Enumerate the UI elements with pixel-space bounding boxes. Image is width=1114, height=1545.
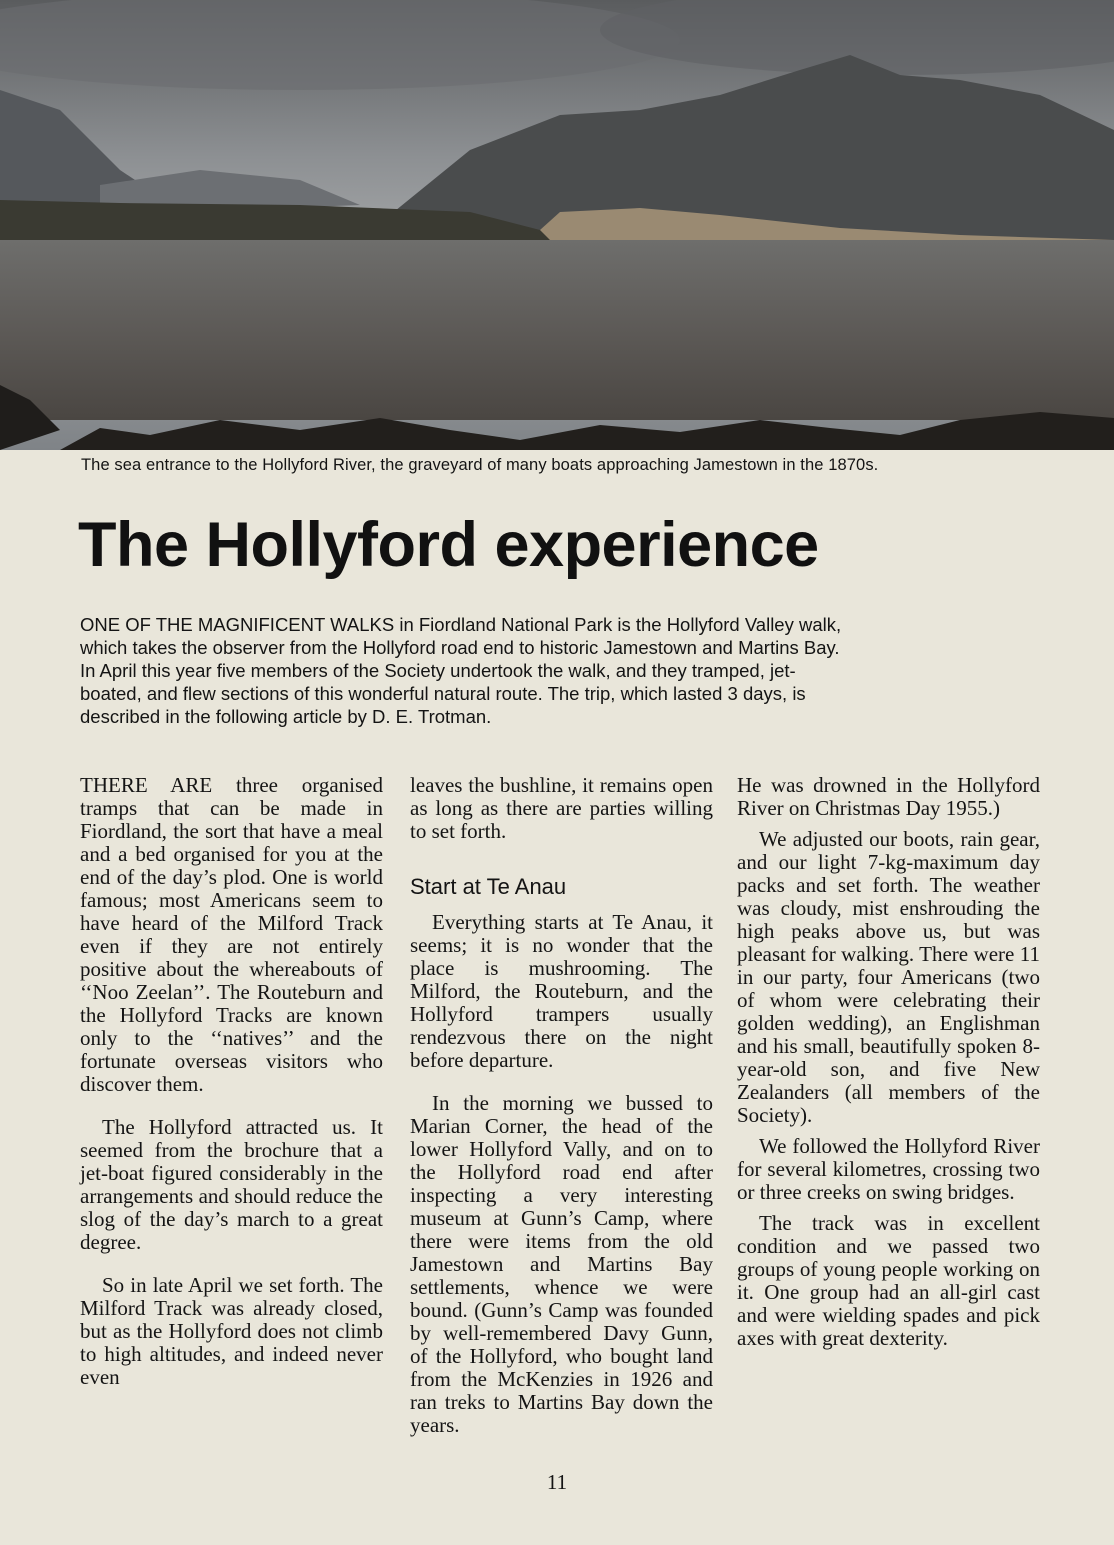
article-intro: ONE OF THE MAGNIFICENT WALKS in Fiordland National Park is the Hollyford Valley walk, which takes the observer from the Hollyford road end to historic Jamestown and Martins Bay. In April this year five members of the Society undertook the walk, and they tramped, jet-boated, and flew sections of this wonderful natural route. The trip, which lasted 3 days, is described in the following article by D. E. Trotman.: [80, 614, 842, 727]
paragraph: We adjusted our boots, rain gear, and our light 7-kg-maximum day packs and set forth. The weather was cloudy, mist enshrouding the high peaks above us, but was pleasant for walking. There were 11 in our party, four Americans (two of whom were celebrating their golden wedding), an Englishman and his small, beautifully spoken 8-year-old son, and five New Zealanders (all members of the Society).: [737, 827, 1040, 1127]
article-title: The Hollyford experience: [78, 510, 819, 580]
paragraph: Everything starts at Te Anau, it seems; it is no wonder that the place is mushrooming. The Milford, the Routeburn, and the Hollyford trampers usually rendezvous there on the night before departure.: [410, 910, 713, 1072]
column-3: [737, 774, 1040, 1350]
paragraph: leaves the bushline, it remains open as long as there are parties willing to set forth.: [410, 773, 713, 843]
paragraph: The track was in excellent condition and we passed two groups of young people working on it. One group had an all-girl cast and were wielding spades and pick axes with great dexterity.: [737, 1211, 1040, 1350]
river-mouth-photo: [0, 0, 1114, 450]
page-number: 11: [546, 1470, 568, 1494]
paragraph: THERE ARE three organised tramps that can be made in Fiordland, the sort that have a meal and a bed organised for you at the end of the day’s plod. One is world famous; most Americans seem to have heard of the Milford Track even if they are not entirely positive about the whereabouts of ‘‘Noo Zeelan’’. The Routeburn and the Hollyford Tracks are known only to the ‘‘natives’’ and the fortunate overseas visitors who discover them.: [80, 773, 383, 1096]
column-2: [410, 774, 713, 1437]
photo-caption: The sea entrance to the Hollyford River, the graveyard of many boats approaching Jamestown in the 1870s.: [81, 456, 879, 474]
paragraph: In the morning we bussed to Marian Corner, the head of the lower Hollyford Vally, and on to the Hollyford road end after inspecting a very interesting museum at Gunn’s Camp, where there were items from the old Jamestown and Martins Bay settlements, whence we were bound. (Gunn’s Camp was founded by well-remembered Davy Gunn, of the Hollyford, who bought land from the McKenzies in 1926 and ran treks to Martins Bay down the years.: [410, 1091, 713, 1437]
section-heading: Start at Te Anau: [410, 874, 567, 899]
paragraph: So in late April we set forth. The Milford Track was already closed, but as the Hollyford does not climb to high altitudes, and indeed never even: [80, 1273, 383, 1389]
column-1: [80, 774, 383, 1389]
paragraph: We followed the Hollyford River for several kilometres, crossing two or three creeks on swing bridges.: [737, 1134, 1040, 1204]
paragraph: The Hollyford attracted us. It seemed from the brochure that a jet-boat figured considerably in the arrangements and should reduce the slog of the day’s march to a great degree.: [80, 1115, 383, 1254]
paragraph: He was drowned in the Hollyford River on Christmas Day 1955.): [737, 773, 1040, 820]
